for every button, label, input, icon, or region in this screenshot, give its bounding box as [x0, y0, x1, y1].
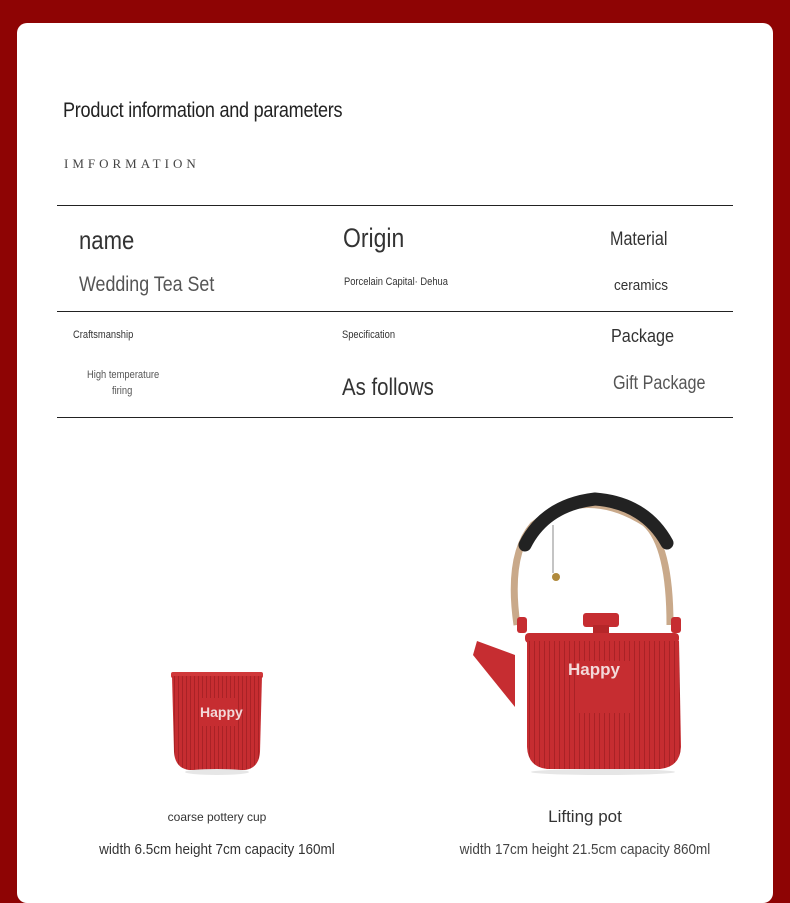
- pot-dimensions: width 17cm height 21.5cm capacity 860ml: [459, 841, 711, 858]
- lifting-pot-image: [455, 485, 685, 775]
- package-label: Package: [611, 326, 675, 346]
- table-bottom-rule: [57, 417, 733, 418]
- section-title: Product information and parameters: [63, 99, 343, 122]
- cup-happy-label: Happy: [200, 704, 243, 720]
- specification-value: As follows: [342, 374, 434, 401]
- package-value: Gift Package: [613, 373, 706, 394]
- material-label: Material: [610, 229, 668, 250]
- origin-value: Porcelain Capital· Dehua: [344, 276, 448, 288]
- specification-label: Specification: [342, 329, 396, 341]
- table-middle-rule: [57, 311, 733, 312]
- pot-happy-label: Happy: [568, 660, 620, 679]
- coarse-pottery-cup-image: [167, 668, 267, 776]
- craftsmanship-label: Craftsmanship: [73, 329, 134, 341]
- cup-name: coarse pottery cup: [167, 810, 267, 824]
- origin-label: Origin: [343, 223, 405, 253]
- product-info-card: [17, 23, 773, 903]
- craftsmanship-value-line1: High temperature: [87, 369, 160, 381]
- name-label: name: [79, 225, 135, 255]
- craftsmanship-value-line2: firing: [112, 385, 133, 397]
- cup-dimensions: width 6.5cm height 7cm capacity 160ml: [99, 841, 335, 858]
- section-subtitle: IMFORMATION: [64, 156, 200, 171]
- pot-name: Lifting pot: [548, 807, 622, 826]
- table-top-rule: [57, 205, 733, 206]
- material-value: ceramics: [614, 277, 669, 294]
- name-value: Wedding Tea Set: [79, 273, 215, 296]
